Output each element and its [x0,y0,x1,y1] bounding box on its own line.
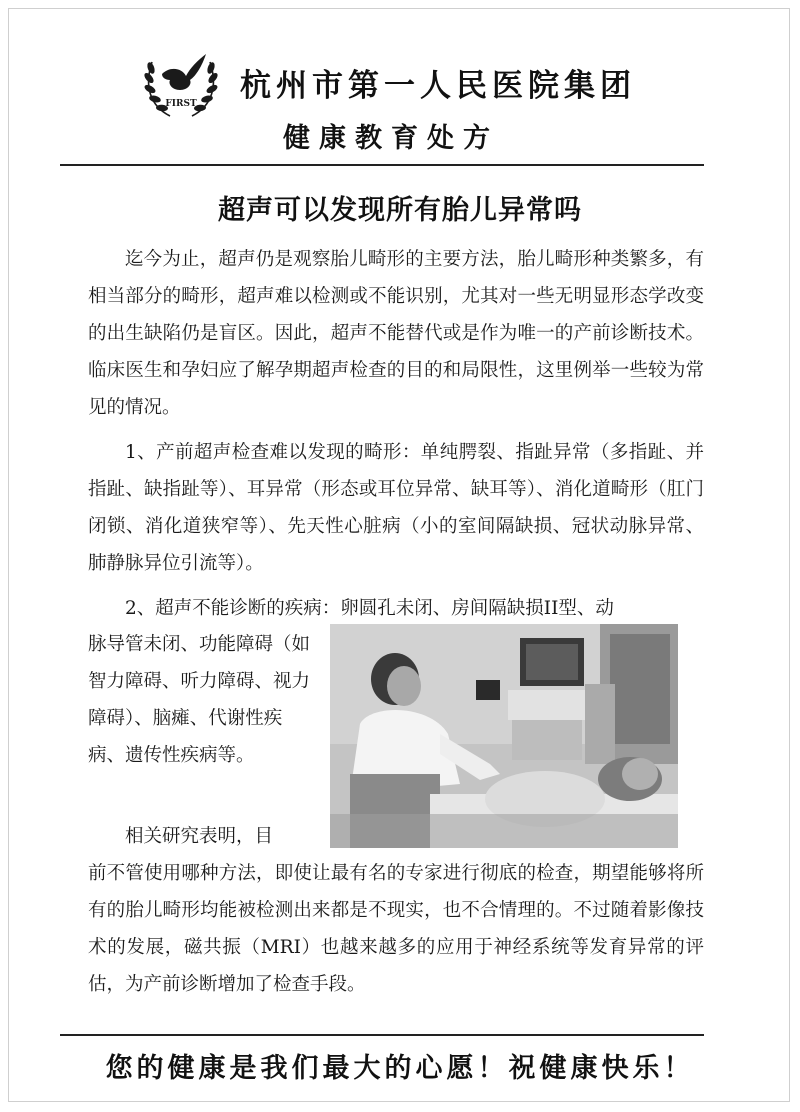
paragraph-2: 1、产前超声检查难以发现的畸形：单纯腭裂、指趾异常（多指趾、并指趾、缺指趾等）、耳异常（形态或耳位异常、缺耳等）、消化道畸形（肛门闭锁、消化道狭窄等）、先天性心脏病（小的室间隔缺损、冠状动脉异常、肺静脉异位引流等）。 [88,442,704,574]
document-subtitle: 健康教育处方 [283,123,499,154]
paragraph-4-continued: 前不管使用哪种方法，即使让最有名的专家进行彻底的检查，期望能够将所有的胎儿畸形均能被检测出来都是不现实，也不合情理的。不过随着影像技术的发展，磁共振（MRI）也越来越多的应用于神经系统等发育异常的评估，为产前诊断增加了检查手段。 [88,863,704,995]
paragraph-1: 迄今为止，超声仍是观察胎儿畸形的主要方法，胎儿畸形种类繁多，有相当部分的畸形，超声难以检测或不能识别，尤其对一些无明显形态学改变的出生缺陷仍是盲区。因此，超声不能替代或是作为唯一的产前诊断技术。临床医生和孕妇应了解孕期超声检查的目的和局限性，这里例举一些较为常见的情况。 [88,249,704,418]
organization-name: 杭州市第一人民医院集团 [240,68,636,104]
footer-divider [60,1034,704,1036]
footer-slogan: 您的健康是我们最大的心愿！祝健康快乐！ [105,1053,695,1084]
paragraph-3-first-line: 2、超声不能诊断的疾病：卵圆孔未闭、房间隔缺损II型、动 [125,598,614,619]
ultrasound-exam-photo [330,624,678,848]
hospital-logo [140,40,222,122]
logo-text: FIRST [165,99,197,109]
header-divider [60,164,704,166]
paragraph-4-first-line: 相关研究表明，目 [125,826,274,847]
paragraph-3-continued: 脉导管未闭、功能障碍（如智力障碍、听力障碍、视力障碍）、脑瘫、代谢性疾病、遗传性疾病等。 [88,634,311,766]
article-title: 超声可以发现所有胎儿异常吗 [218,195,582,226]
